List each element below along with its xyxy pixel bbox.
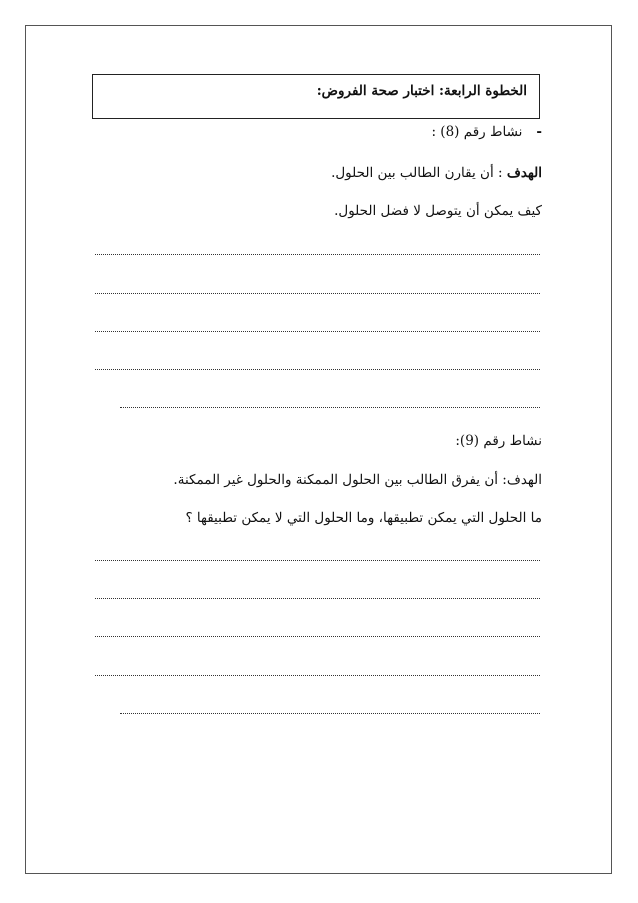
answer-line[interactable] xyxy=(95,293,540,294)
activity-9-goal: الهدف: أن يفرق الطالب بين الحلول الممكنة والحلول غير الممكنة. xyxy=(173,472,542,488)
bullet-dash: - xyxy=(536,124,542,140)
answer-line[interactable] xyxy=(95,254,540,255)
activity-8-goal-text: : أن يقارن الطالب بين الحلول. xyxy=(331,165,507,181)
answer-line[interactable] xyxy=(95,636,540,637)
activity-8-heading xyxy=(431,124,542,140)
page-frame xyxy=(25,25,612,874)
answer-line[interactable] xyxy=(95,598,540,599)
answer-line[interactable] xyxy=(120,407,540,408)
answer-line[interactable] xyxy=(120,713,540,714)
answer-line[interactable] xyxy=(95,331,540,332)
answer-line[interactable] xyxy=(95,675,540,676)
activity-9-question: ما الحلول التي يمكن تطبيقها، وما الحلول التي لا يمكن تطبيقها ؟ xyxy=(185,510,542,526)
activity-8-title: نشاط رقم (8) : xyxy=(431,124,523,140)
section-title: الخطوة الرابعة: اختبار صحة الفروض: xyxy=(316,83,527,99)
activity-8-goal-label: الهدف xyxy=(506,165,542,181)
answer-line[interactable] xyxy=(95,560,540,561)
answer-line[interactable] xyxy=(95,369,540,370)
activity-8-goal xyxy=(331,165,542,181)
section-header-box xyxy=(92,74,540,119)
activity-9-title: نشاط رقم (9): xyxy=(455,433,542,449)
activity-8-question: كيف يمكن أن يتوصل لا فضل الحلول. xyxy=(334,203,542,219)
